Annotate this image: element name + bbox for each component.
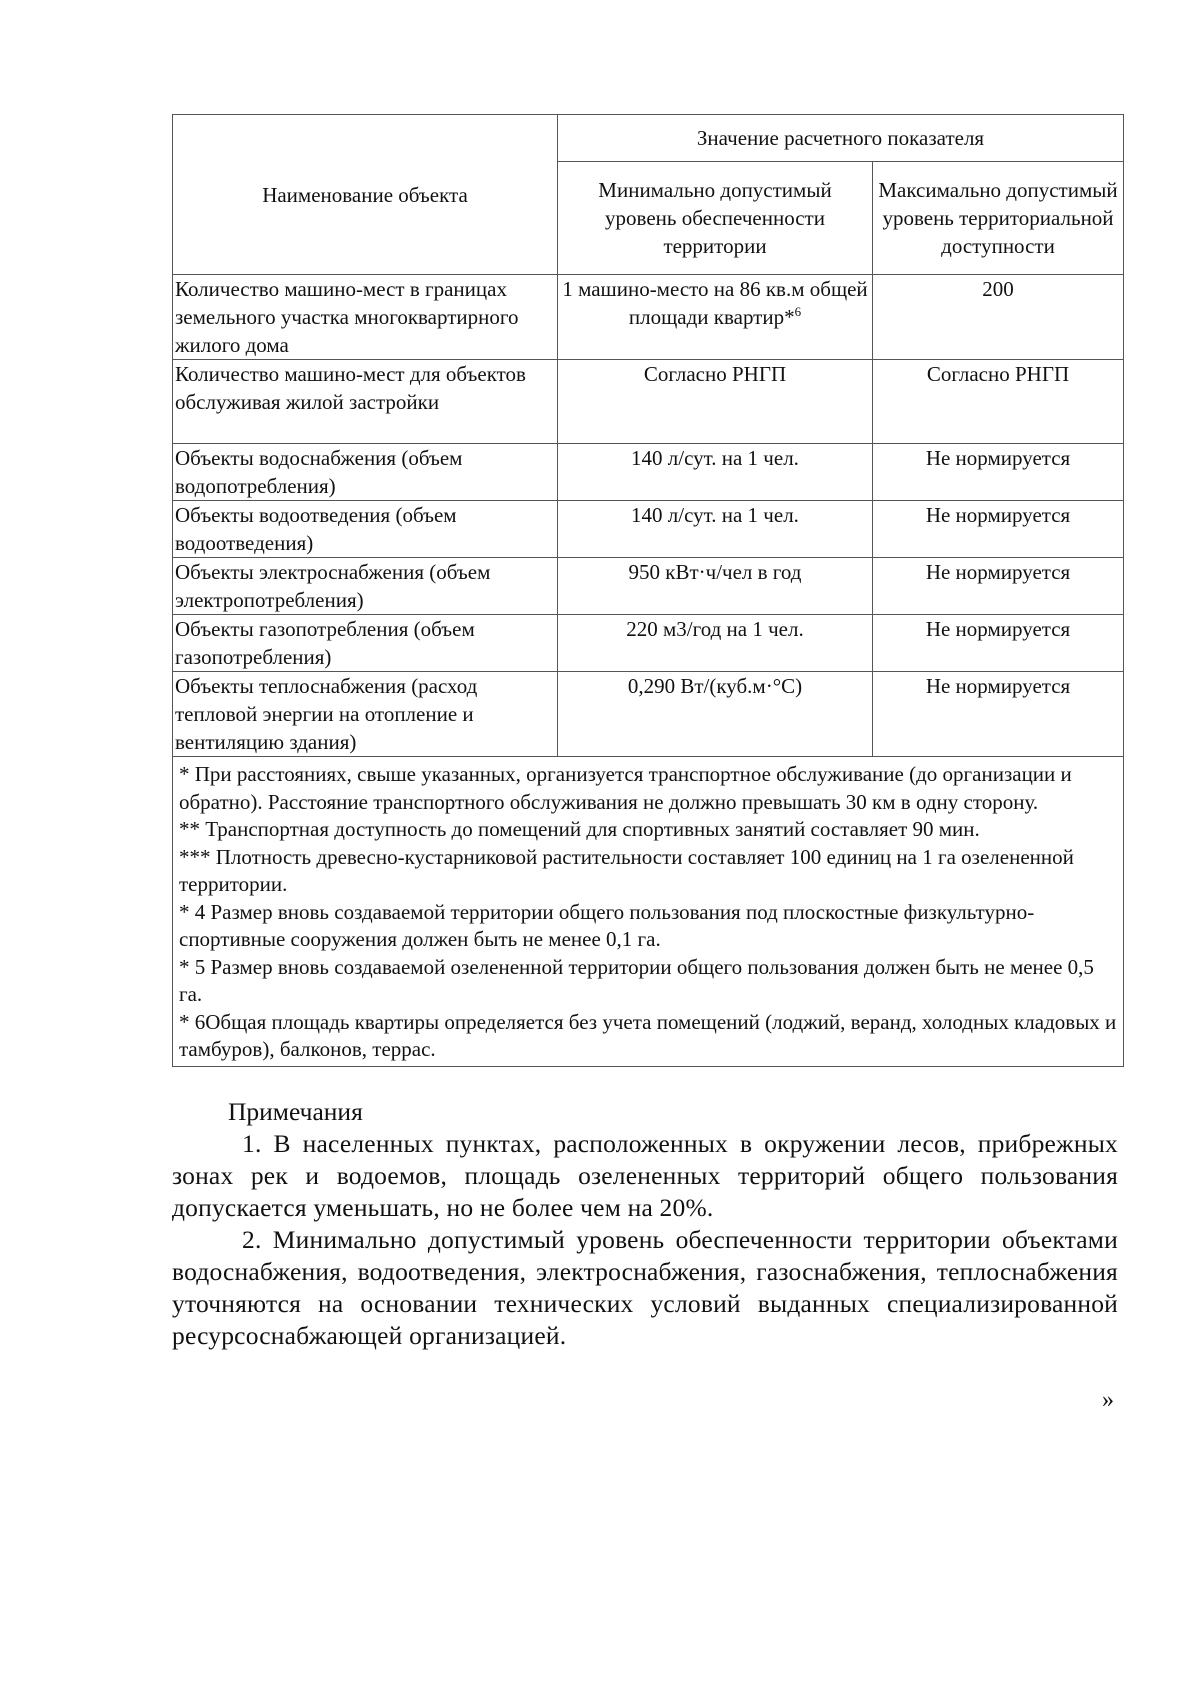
row-min-text: 1 машино-место на 86 кв.м общей площади квартир* [562, 277, 868, 329]
row-max-value: Не нормируется [873, 615, 1124, 672]
header-indicator-group: Значение расчетного показателя [558, 115, 1124, 162]
table-row [173, 558, 1124, 615]
table-row [173, 444, 1124, 501]
footnote: ** Транспортная доступность до помещений для спортивных занятий составляет 90 мин. [179, 817, 980, 841]
footnote-ref: 6 [794, 304, 802, 319]
footnotes-row [173, 757, 1124, 1067]
row-min-value [558, 275, 873, 360]
row-min-value: 0,290 Вт/(куб.м·°С) [558, 672, 873, 757]
row-object-name: Количество машино-мест для объектов обслуживая жилой застройки [173, 360, 558, 444]
remark-item: 2. Минимально допустимый уровень обеспеченности территории объектами водоснабжения, водоотведения, электроснабжения, газоснабжения, теплоснабжения уточняются на основании технических условий выданных специализированной ресурсоснабжающей организацией. [172, 1225, 1118, 1350]
row-max-value: Не нормируется [873, 672, 1124, 757]
table-row [173, 501, 1124, 558]
footnote: * 5 Размер вновь создаваемой озелененной территории общего пользования должен быть не менее 0,5 га. [179, 954, 1094, 1006]
footnote: * 4 Размер вновь создаваемой территории общего пользования под плоскостные физкультурно-спортивные сооружения должен быть не менее 0,1 га. [179, 899, 1035, 951]
footnote: * 6Общая площадь квартиры определяется без учета помещений (лоджий, веранд, холодных кладовых и тамбуров), балконов, террас. [179, 1009, 1117, 1061]
table-row [173, 275, 1124, 360]
row-min-value: 950 кВт·ч/чел в год [558, 558, 873, 615]
header-max-level: Максимально допустимый уровень территориальной доступности [873, 162, 1124, 275]
row-max-value: 200 [873, 275, 1124, 360]
footnote: * При расстояниях, свыше указанных, организуется транспортное обслуживание (до организации и обратно). Расстояние транспортного обслуживания не должно превышать 30 км в одну сторону. [179, 762, 1072, 814]
footnotes-cell [173, 757, 1124, 1067]
remarks-title: Примечания [228, 1097, 363, 1126]
row-max-value: Согласно РНГП [873, 360, 1124, 444]
remark-item: 1. В населенных пунктах, расположенных в окружении лесов, прибрежных зонах рек и водоемов, площадь озелененных территорий общего пользования допускается уменьшать, но не более чем на 20%. [172, 1129, 1118, 1222]
row-object-name: Объекты водоснабжения (объем водопотребления) [173, 444, 558, 501]
closing-quote: » [1102, 1387, 1114, 1413]
table-row [173, 360, 1124, 444]
table-row [173, 672, 1124, 757]
row-max-value: Не нормируется [873, 558, 1124, 615]
row-max-value: Не нормируется [873, 444, 1124, 501]
row-min-value: 140 л/сут. на 1 чел. [558, 444, 873, 501]
row-min-value: Согласно РНГП [558, 360, 873, 444]
row-min-value: 140 л/сут. на 1 чел. [558, 501, 873, 558]
row-max-value: Не нормируется [873, 501, 1124, 558]
table-row [173, 615, 1124, 672]
table-header-row [173, 115, 1124, 162]
row-object-name: Объекты газопотребления (объем газопотребления) [173, 615, 558, 672]
row-object-name: Объекты теплоснабжения (расход тепловой энергии на отопление и вентиляцию здания) [173, 672, 558, 757]
row-object-name: Количество машино-мест в границах земельного участка многоквартирного жилого дома [173, 275, 558, 360]
row-min-value: 220 м3/год на 1 чел. [558, 615, 873, 672]
row-object-name: Объекты водоотведения (объем водоотведения) [173, 501, 558, 558]
header-min-level: Минимально допустимый уровень обеспеченности территории [558, 162, 873, 275]
row-object-name: Объекты электроснабжения (объем электропотребления) [173, 558, 558, 615]
norms-table [172, 114, 1124, 1067]
header-object-name: Наименование объекта [173, 115, 558, 275]
remarks-section [172, 1096, 1118, 1352]
footnote: *** Плотность древесно-кустарниковой растительности составляет 100 единиц на 1 га озелененной территории. [179, 844, 1074, 896]
